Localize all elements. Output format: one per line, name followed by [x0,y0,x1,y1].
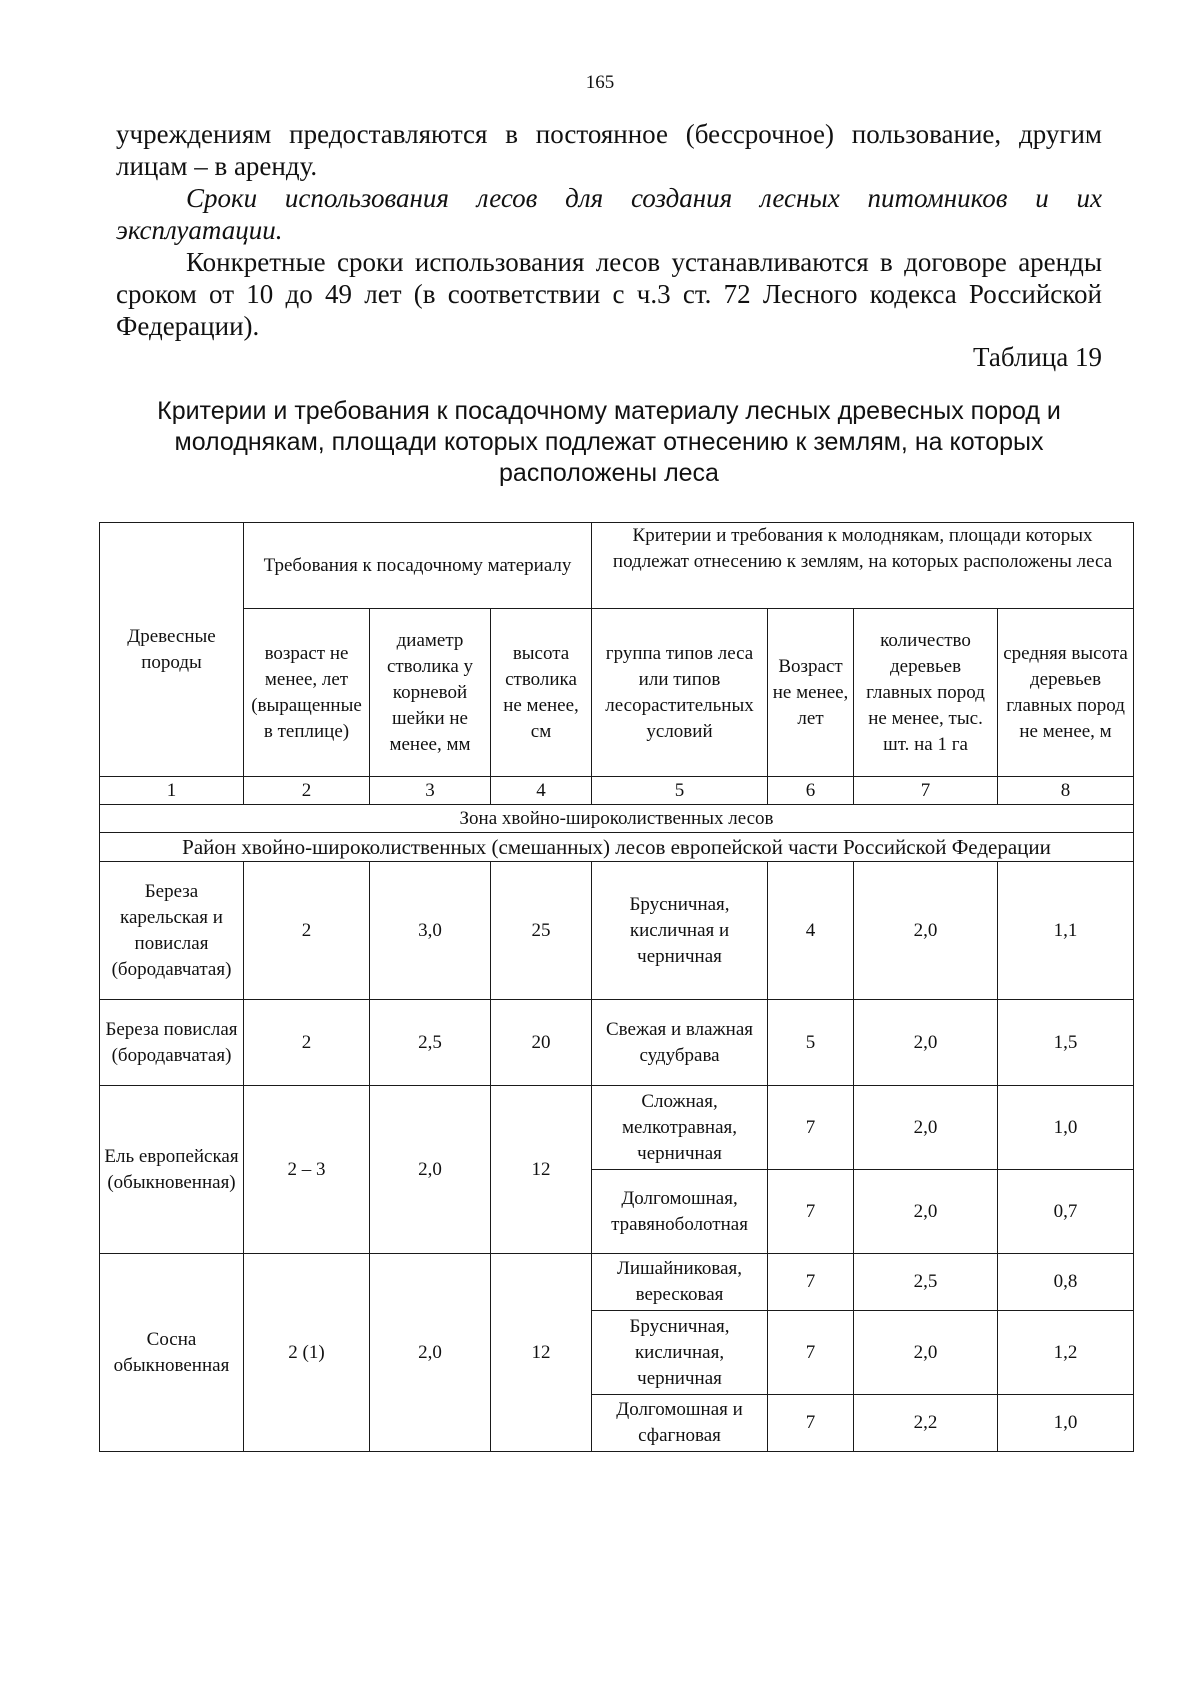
forest-type-cell: Лишайниковая, вересковая [592,1254,768,1311]
young-age-cell: 4 [768,862,854,1000]
avg-height-cell: 1,0 [998,1395,1134,1452]
page-number: 165 [585,72,615,93]
tree-count-cell: 2,0 [854,1170,998,1254]
table-label: Таблица 19 [973,342,1102,372]
avg-height-cell: 0,8 [998,1254,1134,1311]
forest-type-cell: Брусничная, кисличная, черничная [592,1311,768,1395]
diameter-cell: 2,5 [370,1000,491,1086]
height-cell: 20 [491,1000,592,1086]
criteria-table [99,522,1134,1452]
column-number: 7 [854,777,998,805]
table-row [100,1086,1134,1170]
species-cell: Береза карельская и повислая (бородавчатая) [100,862,244,1000]
tree-count-cell: 2,0 [854,1000,998,1086]
young-age-cell: 5 [768,1000,854,1086]
column-number: 2 [244,777,370,805]
column-number: 8 [998,777,1134,805]
header-planting-material: Требования к посадочному материалу [244,523,592,609]
forest-type-cell: Долгомошная, травяноболотная [592,1170,768,1254]
table-title: Критерии и требования к посадочному материалу лесных древесных пород и молоднякам, площади которых подлежат отнесению к землям, на которых расположены леса [157,397,1061,487]
avg-height-cell: 1,0 [998,1086,1134,1170]
height-cell: 12 [491,1086,592,1254]
avg-height-cell: 0,7 [998,1170,1134,1254]
height-cell: 25 [491,862,592,1000]
tree-count-cell: 2,0 [854,1086,998,1170]
header-col-tree-count: количество деревьев главных пород не менее, тыс. шт. на 1 га [854,609,998,777]
column-number: 3 [370,777,491,805]
tree-count-cell: 2,0 [854,862,998,1000]
avg-height-cell: 1,2 [998,1311,1134,1395]
diameter-cell: 2,0 [370,1254,491,1452]
diameter-cell: 3,0 [370,862,491,1000]
column-number: 5 [592,777,768,805]
young-age-cell: 7 [768,1311,854,1395]
table-row [100,1000,1134,1086]
column-number: 4 [491,777,592,805]
species-cell: Береза повислая (бородавчатая) [100,1000,244,1086]
tree-count-cell: 2,5 [854,1254,998,1311]
header-col-forest-type: группа типов леса или типов лесорастительных условий [592,609,768,777]
column-number: 1 [100,777,244,805]
table-row [100,862,1134,1000]
forest-type-cell: Свежая и влажная судубрава [592,1000,768,1086]
young-age-cell: 7 [768,1395,854,1452]
header-col-young-age: Возраст не менее, лет [768,609,854,777]
table-row [100,1254,1134,1311]
age-cell: 2 (1) [244,1254,370,1452]
forest-type-cell: Долгомошная и сфагновая [592,1395,768,1452]
age-cell: 2 [244,862,370,1000]
column-number: 6 [768,777,854,805]
diameter-cell: 2,0 [370,1086,491,1254]
forest-type-cell: Сложная, мелкотравная, черничная [592,1086,768,1170]
young-age-cell: 7 [768,1086,854,1170]
header-col-diameter: диаметр стволика у корневой шейки не менее, мм [370,609,491,777]
age-cell: 2 [244,1000,370,1086]
section-heading-italic: Сроки использования лесов для создания лесных питомников и их эксплуатации. [116,183,1102,245]
paragraph-lease-terms: Конкретные сроки использования лесов устанавливаются в договоре аренды сроком от 10 до 49 лет (в соответствии с ч.3 ст. 72 Лесного кодекса Российской Федерации). [116,247,1102,341]
header-col-age: возраст не менее, лет (выращенные в теплице) [244,609,370,777]
header-col-avg-height: средняя высота деревьев главных пород не менее, м [998,609,1134,777]
zone-row: Зона хвойно-широколиственных лесов [100,805,1134,833]
header-species: Древесные породы [100,523,244,777]
paragraph-continuation: учреждениям предоставляются в постоянное (бессрочное) пользование, другим лицам – в аренду. [116,119,1102,181]
tree-count-cell: 2,0 [854,1311,998,1395]
avg-height-cell: 1,1 [998,862,1134,1000]
age-cell: 2 – 3 [244,1086,370,1254]
young-age-cell: 7 [768,1254,854,1311]
height-cell: 12 [491,1254,592,1452]
avg-height-cell: 1,5 [998,1000,1134,1086]
tree-count-cell: 2,2 [854,1395,998,1452]
header-young-stands: Критерии и требования к молоднякам, площади которых подлежат отнесению к землям, на которых расположены леса [592,523,1134,609]
species-cell: Ель европейская (обыкновенная) [100,1086,244,1254]
header-col-height: высота стволика не менее, см [491,609,592,777]
forest-type-cell: Брусничная, кисличная и черничная [592,862,768,1000]
region-row: Район хвойно-широколиственных (смешанных) лесов европейской части Российской Федерации [100,833,1134,862]
species-cell: Сосна обыкновенная [100,1254,244,1452]
young-age-cell: 7 [768,1170,854,1254]
